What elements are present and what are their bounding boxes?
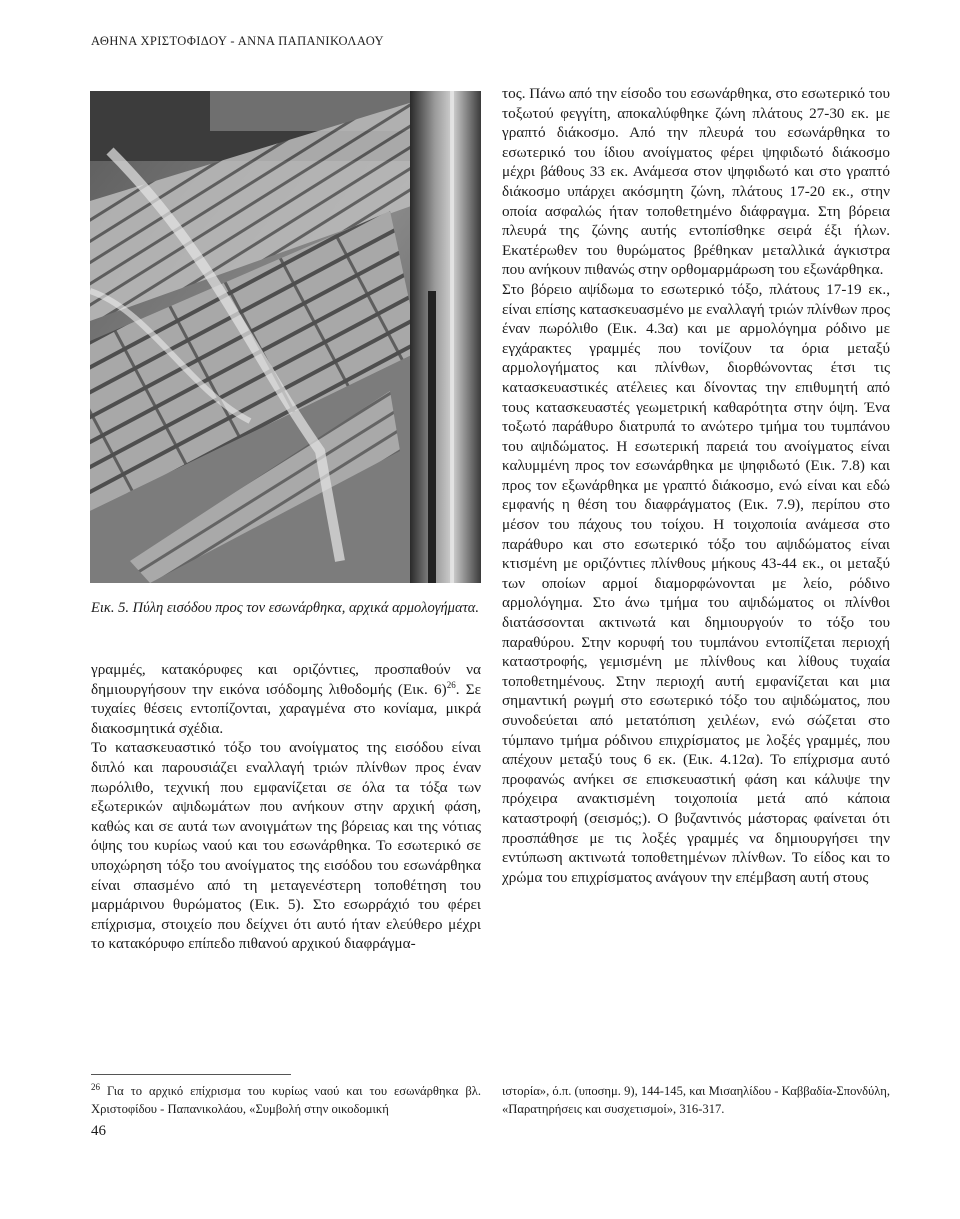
footnote-rule: [91, 1074, 291, 1075]
paragraph: Στο βόρειο αψίδωμα το εσωτερικό τόξο, πλάτους 17-19 εκ., είναι επίσης κατασκευασμένο με εναλλαγή τριών πλίνθων προς έναν πωρόλιθο (Εικ. 4.3α) και με αρμολόγημα ρόδινο με εγχάρακτες γραμμές που τονίζουν τα όρια μεταξύ αρμολογήματος και πλίνθων, διορθώνοντας έτσι τις κατασκευαστικές ατέλειες και δίνοντας την επιθυμητή από τους κατασκευαστές γεωμετρική καθαρότητα στην όψη. Ένα τοξωτό παράθυρο διατρυπά το ανώτερο τμήμα του τυμπάνου του αψιδώματος. Η εσωτερική παρειά του ανοίγματος είναι καλυμμένη προς τον εσωνάρθηκα με ψηφιδωτό (Εικ. 7.8) και προς τον εξωνάρθηκα με γραπτό διάκοσμο, ενώ είναι και εδώ εμφανής η θέση του διαφράγματος (Εικ. 7.9), περίπου στο μέσον του πάχους του τοίχου. Η τοιχοποιία ανάμεσα στο παράθυρο και στο εσωτερικό τόξο του αψιδώματος είναι κτισμένη με οριζόντιες πλίνθους μήκους 43-44 εκ., οι μεταξύ των οποίων αρμοί διαμορφώνονται με λείο, ρόδινο αρμολόγημα. Στο άνω τμήμα του αψιδώματος οι πλίνθοι διατάσσονται ακτινωτά και δημιουργούν το τόξο του παραθύρου. Στην κορυφή του τυμπάνου εντοπίζεται περιοχή καταστροφής, γεμισμένη με πλίνθους και λίθους τυχαία τοποθετημένους. Στην περιοχή αυτή εμφανίζεται και μια σημαντική ρωγμή στο εσωτερικό τόξο του αψιδώματος, που συνοδεύεται από μετατόπιση χειλέων, ενώ σώζεται στο τύμπανο τμήμα ρόδινου επιχρίσματος με λοξές γραμμές, που απέχουν μεταξύ τους 6 εκ. (Εικ. 4.12α). Το επίχρισμα αυτό προφανώς ανήκει σε επισκευαστική φάση και κάλυψε την πρόχειρα ανακτισμένη τοιχοποιία μετά από κάποια καταστροφή (σεισμός;). Ο βυζαντινός μάστορας φαίνεται ότι προσπάθησε με τις λοξές γραμμές να δημιουργήσει την εντύπωση ακτινωτά τοποθετημένων πλίνθων. Το είδος και το χρώμα του επιχρίσματος ανάγουν την επέμβαση αυτή στους: [502, 280, 890, 886]
figure-photo-portal: [90, 91, 481, 583]
paragraph: τος. Πάνω από την είσοδο του εσωνάρθηκα, στο εσωτερικό του τοξωτού φεγγίτη, αποκαλύφθηκε ζώνη πλάτους 27-30 εκ. με γραπτό διάκοσμο. Από την πλευρά του εσωνάρθηκα το εσωτερικό του ίδιου ανοίγματος φέρει ψηφιδωτό διάκοσμο μέχρι βάθους 33 εκ. Ανάμεσα στον ψηφιδωτό και στο γραπτό διάκοσμο υπάρχει ακόσμητη ζώνη, πλάτους 17-20 εκ., στην οποία ασφαλώς ήταν τοποθετημένο διάφραγμα. Στη βόρεια πλευρά της ζώνης αυτής εντοπίσθηκε σειρά έξι ήλων. Εκατέρωθεν του θυρώματος βρέθηκαν μεταλλικά άγκιστρα που ανήκουν πιθανώς στην ορθομαρμάρωση του εξωνάρθηκα.: [502, 85, 890, 279]
right-column: [502, 84, 890, 887]
footnote-26: [91, 1082, 481, 1118]
footnote-text: Για το αρχικό επίχρισμα του κυρίως ναού και του εσωνάρθηκα βλ. Χριστοφίδου - Παπανικολάου, «Συμβολή στην οικοδομική: [91, 1084, 481, 1116]
masonry-photo-image: [90, 91, 481, 583]
page-number: 46: [91, 1123, 106, 1139]
footnote-marker: 26: [91, 1081, 100, 1092]
running-head: ΑΘΗΝΑ ΧΡΙΣΤΟΦΙΔΟΥ - ΑΝΝΑ ΠΑΠΑΝΙΚΟΛΑΟΥ: [91, 34, 384, 48]
footnote-26-continued: ιστορία», ό.π. (υποσημ. 9), 144-145, και Μισαηλίδου - Καββαδία-Σπονδύλη, «Παρατηρήσεις και συσχετισμοί», 316-317.: [502, 1084, 890, 1116]
paragraph: Το κατασκευαστικό τόξο του ανοίγματος της εισόδου είναι διπλό και παρουσιάζει εναλλαγή τριών πλίνθων προς έναν πωρόλιθο, τεχνική που εμφανίζεται σε όλα τα τόξα των εξωτερικών αψιδωμάτων που ανήκουν στην αρχική φάση, καθώς και σε αυτά των ανοιγμάτων της βόρειας και της νότιας όψης του κυρίως ναού και του εσωνάρθηκα. Το εσωτερικό σε υποχώρηση τόξο του ανοίγματος της εισόδου του εσωνάρθηκα είναι σπασμένο από τη μεταγενέστερη τοποθέτηση του μαρμάρινου θυρώματος (Εικ. 5). Στο εσωρράχιό του φέρει επίχρισμα, στοιχείο που δείχνει ότι αυτό ήταν ελεύθερο μέχρι το κατακόρυφο επίπεδο πιθανού αρχικού διαφράγμα-: [91, 739, 481, 953]
figure-caption: Εικ. 5. Πύλη εισόδου προς τον εσωνάρθηκα, αρχικά αρμολογήματα.: [91, 600, 479, 616]
footnote-ref: 26: [446, 679, 456, 690]
text-run: . Σε τυχαίες θέσεις εντοπίζονται, χαραγμένα στο κονίαμα, μικρά διακοσμητικά σχέδια.: [91, 680, 481, 737]
paragraph: [91, 660, 481, 738]
left-column: [91, 660, 481, 954]
text-run: γραμμές, κατακόρυφες και οριζόντιες, προσπαθούν να δημιουργήσουν την εικόνα ισόδομης λιθοδομής (Εικ. 6): [91, 661, 481, 698]
